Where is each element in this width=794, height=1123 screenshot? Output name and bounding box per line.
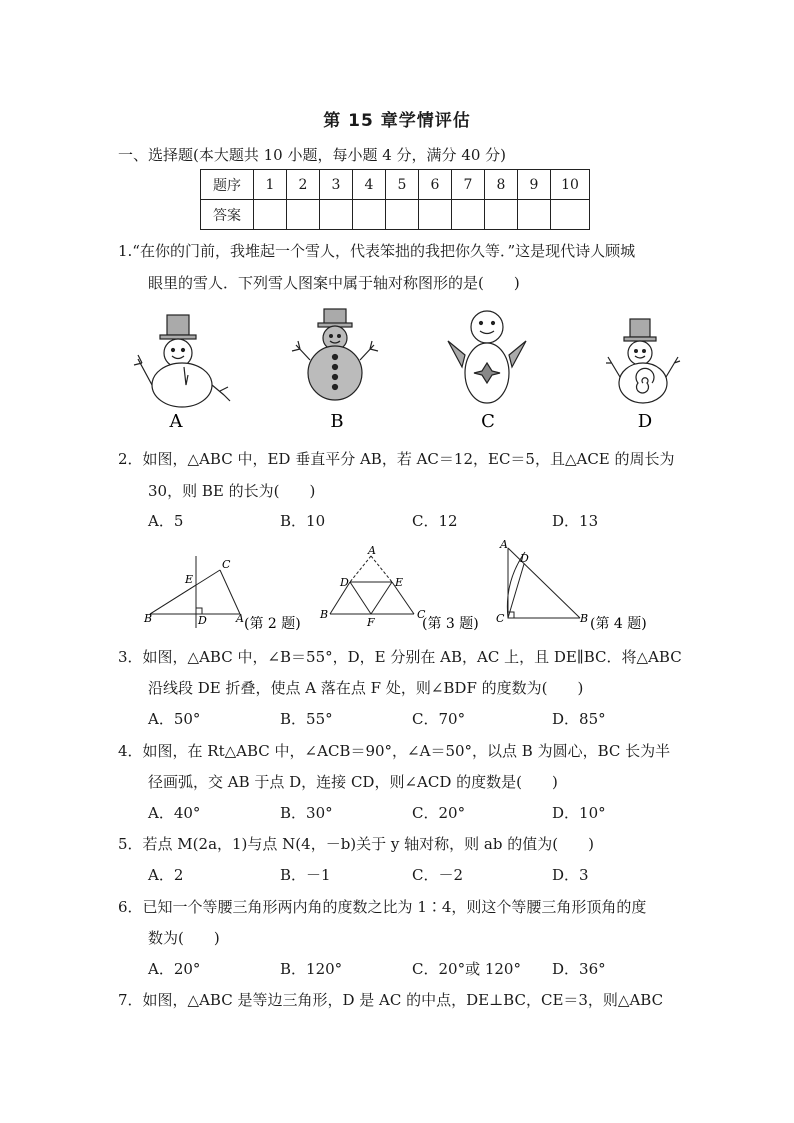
answer-cell[interactable] [551,200,590,230]
table-row [201,170,590,200]
point-label: B [320,608,329,621]
point-label: A [500,538,508,551]
answer-cell[interactable] [386,200,419,230]
answer-cell[interactable] [518,200,551,230]
question-4-line2: 径画弧，交 AB 于点 D，连接 CD，则∠ACD 的度数是( ) [148,773,558,791]
snowman-c [448,311,526,403]
question-2-line2: 30，则 BE 的长为( ) [148,482,316,500]
question-number: 3 [320,170,353,200]
snowman-b [292,309,378,400]
table-row [201,200,590,230]
question-number: 2 [287,170,320,200]
question-2-line1: 2．如图，△ABC 中，ED 垂直平分 AB，若 AC＝12，EC＝5，且△ACE 的周长为 [118,450,675,468]
q6-option-a[interactable]: A．20° [148,960,201,978]
question-6-line1: 6．已知一个等腰三角形两内角的度数之比为 1∶4，则这个等腰三角形顶角的度 [118,898,647,916]
question-number: 5 [386,170,419,200]
question-3-line2: 沿线段 DE 折叠，使点 A 落在点 F 处，则∠BDF 的度数为( ) [148,679,584,697]
question-number: 7 [452,170,485,200]
point-label: A [368,544,376,557]
q4-option-b[interactable]: B．30° [280,804,333,822]
point-label: C [222,558,231,571]
answer-cell[interactable] [320,200,353,230]
question-number: 8 [485,170,518,200]
q2-option-d[interactable]: D．13 [552,512,599,530]
answer-cell[interactable] [353,200,386,230]
answer-cell[interactable] [287,200,320,230]
point-label: D [198,614,207,627]
q2-option-b[interactable]: B．10 [280,512,326,530]
row-label: 答案 [201,200,254,230]
figure-caption-3: (第 3 题) [422,616,479,632]
q6-option-d[interactable]: D．36° [552,960,606,978]
question-3-line1: 3．如图，△ABC 中，∠B＝55°，D，E 分别在 AB，AC 上，且 DE∥BC．将△ABC [118,648,682,666]
snowmen-figures [120,305,700,435]
answer-cell[interactable] [254,200,287,230]
figure-q4 [507,548,580,618]
page-title: 第 15 章学情评估 [323,111,471,131]
snowman-a [134,315,230,407]
question-5-line1: 5．若点 M(2a，1)与点 N(4，－b)关于 y 轴对称，则 ab 的值为( ) [118,835,594,853]
q3-option-c[interactable]: C．70° [412,710,466,728]
q2-option-c[interactable]: C．12 [412,512,458,530]
question-number: 6 [419,170,452,200]
point-label: E [185,573,194,586]
question-4-line1: 4．如图，在 Rt△ABC 中，∠ACB＝90°，∠A＝50°，以点 B 为圆心，BC 长为半 [118,742,671,760]
point-label: E [395,576,404,589]
q5-option-c[interactable]: C．－2 [412,866,464,884]
q2-option-a[interactable]: A．5 [148,512,184,530]
question-7-line1: 7．如图，△ABC 是等边三角形，D 是 AC 的中点，DE⊥BC，CE＝3，则△ABC [118,991,664,1009]
point-label: B [580,612,589,625]
q4-option-a[interactable]: A．40° [148,804,201,822]
q3-option-b[interactable]: B．55° [280,710,333,728]
question-number: 9 [518,170,551,200]
answer-cell[interactable] [419,200,452,230]
point-label: A [236,612,244,625]
answer-cell[interactable] [485,200,518,230]
point-label: D [340,576,349,589]
q5-option-a[interactable]: A．2 [148,866,184,884]
q3-option-d[interactable]: D．85° [552,710,606,728]
question-number: 1 [254,170,287,200]
q6-option-c[interactable]: C．20°或 120° [412,960,521,978]
question-1-line2: 眼里的雪人．下列雪人图案中属于轴对称图形的是( ) [148,274,520,292]
question-1-line1: 1.“在你的门前，我堆起一个雪人，代表笨拙的我把你久等．”这是现代诗人顾城 [118,242,636,260]
q3-option-a[interactable]: A．50° [148,710,201,728]
figure-caption-4: (第 4 题) [590,616,647,632]
row-label: 题序 [201,170,254,200]
answer-cell[interactable] [452,200,485,230]
question-6-line2: 数为( ) [148,929,220,947]
figure-label-c: C [481,411,495,432]
snowman-d [606,319,680,403]
point-label: B [144,612,153,625]
q5-option-b[interactable]: B．－1 [280,866,331,884]
q6-option-b[interactable]: B．120° [280,960,343,978]
figure-label-b: B [330,411,344,432]
section-header: 一、选择题(本大题共 10 小题，每小题 4 分，满分 40 分) [118,146,507,164]
question-number: 4 [353,170,386,200]
figure-caption-2: (第 2 题) [244,616,301,632]
geometry-figures [140,538,660,638]
figure-label-a: A [169,411,183,432]
q5-option-d[interactable]: D．3 [552,866,589,884]
point-label: F [367,616,375,629]
q4-option-d[interactable]: D．10° [552,804,606,822]
question-number: 10 [551,170,590,200]
point-label: C [496,612,505,625]
answer-table [200,169,590,230]
figure-label-d: D [637,411,653,432]
point-label: C [417,608,426,621]
point-label: D [520,552,529,565]
q4-option-c[interactable]: C．20° [412,804,466,822]
